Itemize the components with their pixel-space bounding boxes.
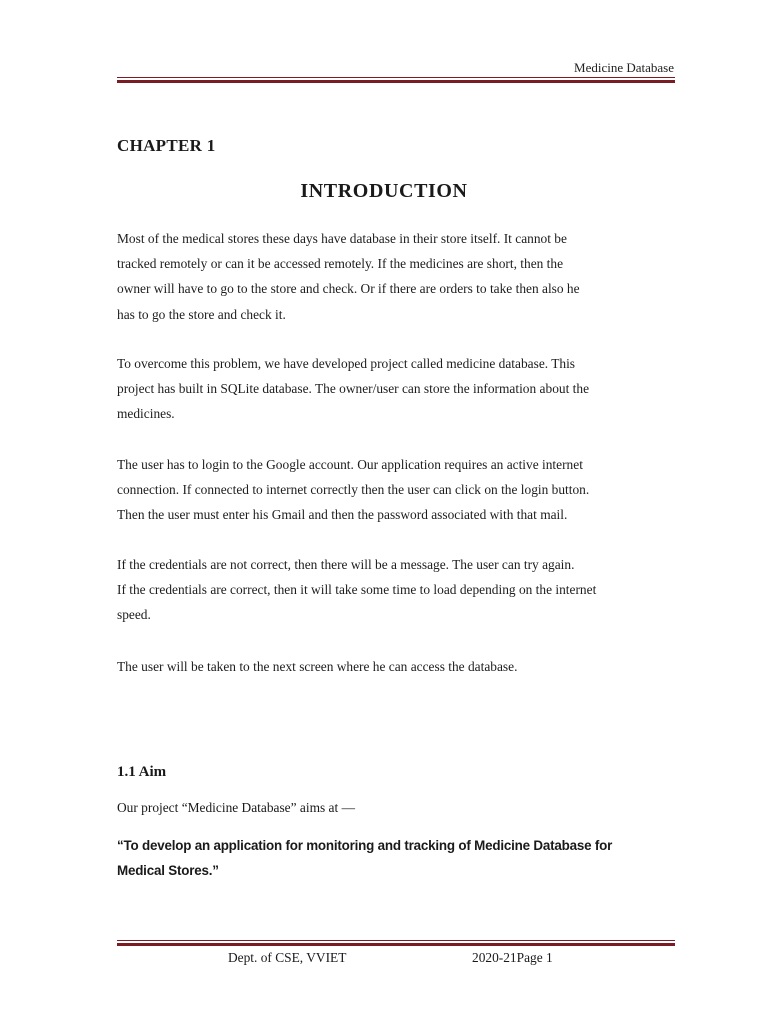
aim-intro-text: Our project “Medicine Database” aims at — (117, 800, 355, 815)
section-heading-aim: 1.1 Aim (117, 764, 167, 780)
running-header: Medicine Database (574, 60, 674, 75)
paragraph-5 (117, 654, 677, 679)
aim-statement-line: “To develop an application for monitoring and tracking of Medicine Database for (117, 838, 613, 853)
paragraph-4 (117, 552, 677, 628)
paragraph-line: connection. If connected to internet correctly then the user can click on the login button. (117, 482, 590, 498)
header-rule-thin-line (117, 77, 675, 78)
paragraph-3 (117, 452, 677, 528)
paragraph-line: Then the user must enter his Gmail and then the password associated with that mail. (117, 507, 568, 523)
footer-page-number: 2020-21Page 1 (472, 950, 553, 965)
aim-statement (117, 833, 637, 883)
paragraph-line: If the credentials are correct, then it will take some time to load depending on the internet (117, 582, 597, 598)
chapter-label: CHAPTER 1 (117, 136, 216, 155)
paragraph-1 (117, 226, 677, 327)
paragraph-line: To overcome this problem, we have developed project called medicine database. This (117, 356, 576, 371)
footer-rule-thin-line (117, 940, 675, 941)
paragraph-2 (117, 351, 677, 427)
paragraph-line: medicines. (117, 406, 175, 422)
header-rule (117, 77, 675, 83)
footer-rule-thick-line (117, 943, 675, 946)
paragraph-line: If the credentials are not correct, then there will be a message. The user can try again. (117, 557, 575, 572)
paragraph-line: owner will have to go to the store and check. Or if there are orders to take then also he (117, 281, 580, 297)
paragraph-line: Most of the medical stores these days have database in their store itself. It cannot be (117, 231, 567, 246)
aim-statement-line: Medical Stores.” (117, 863, 219, 878)
paragraph-line: project has built in SQLite database. The owner/user can store the information about the (117, 381, 590, 397)
footer-department: Dept. of CSE, VVIET (228, 950, 347, 965)
chapter-title: INTRODUCTION (300, 180, 468, 202)
paragraph-line: speed. (117, 607, 151, 623)
paragraph-line: The user has to login to the Google account. Our application requires an active internet (117, 457, 583, 472)
paragraph-line: has to go the store and check it. (117, 306, 286, 322)
footer-rule (117, 940, 675, 946)
paragraph-line: tracked remotely or can it be accessed remotely. If the medicines are short, then the (117, 256, 564, 272)
paragraph-line: The user will be taken to the next screen where he can access the database. (117, 659, 518, 674)
header-rule-thick-line (117, 80, 675, 83)
